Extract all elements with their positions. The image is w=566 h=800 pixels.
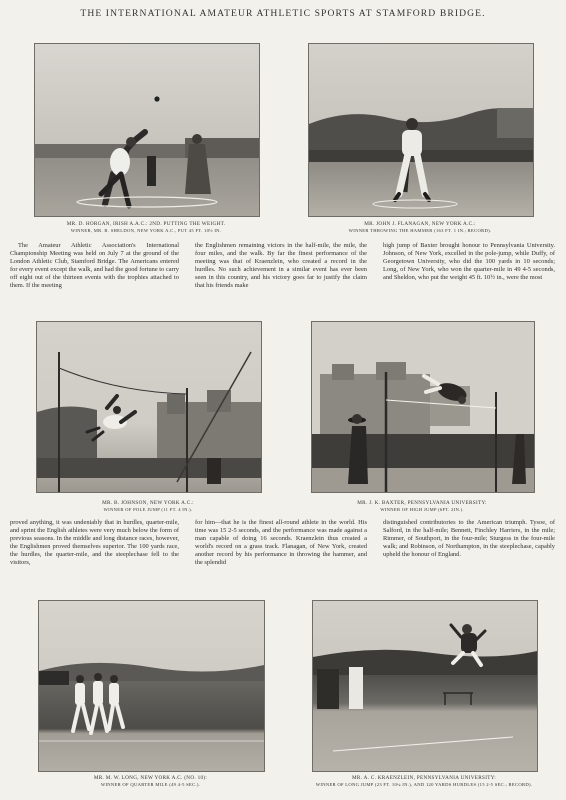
caption-line: WINNER OF HIGH JUMP (6FT. 2IN.). <box>380 506 464 512</box>
photo-quarter-mile <box>38 600 265 772</box>
article-paragraph: The Amateur Athletic Association's International Championship Meeting was held on July 7 at the ground of the London Athletic Club, Stamford Bridge. The Americans entered for every event except the walk, and had the good fortune to carry off eight out of the thirteen events with the trophies attached to them. If the meeting <box>10 242 179 290</box>
caption-line: MR. B. JOHNSON, NEW YORK A.C.: <box>102 500 194 506</box>
caption-line: MR. JOHN J. FLANAGAN, NEW YORK A.C.: <box>364 221 476 227</box>
photo-putting-the-weight <box>34 43 260 217</box>
photo-hurdles <box>312 600 538 772</box>
caption-line: WINNER OF POLE JUMP (11 FT. 4 IN.). <box>103 506 193 512</box>
article-column <box>195 242 367 291</box>
photo-putting-the-weight-image <box>35 44 259 216</box>
photo-caption-pole-jump <box>36 500 260 513</box>
photo-pole-jump <box>36 321 262 493</box>
photo-caption-putting-the-weight <box>34 221 258 234</box>
article-paragraph: high jump of Baxter brought honour to Pennsylvania University. Johnson, of New York, excelled in the pole-jump, while Duffy, of Georgetown University, who did the 100 yards in 10 seconds; Long, of New York, who won the quarter-mile in 49 4-5 seconds, and Sheldon, who put the weight 45 ft. 10½ in., were the most <box>383 242 555 282</box>
caption-line: WINNER THROWING THE HAMMER (163 FT. 1 IN.; RECORD). <box>348 227 492 233</box>
article-column <box>383 519 555 559</box>
caption-line: WINNER OF LONG JUMP (23 FT. 10¼ IN.), AND 120 YARDS HURDLES (15 2-5 SEC.; RECORD). <box>315 781 533 787</box>
photo-high-jump-image <box>312 322 534 492</box>
article-column <box>10 242 179 291</box>
article-paragraph: distinguished contributories to the American triumph. Tysoe, of Salford, in the half-mile; Bennett, Finchley Harriers, in the mile; Rimmer, of Southport, in the four-mile; Sturgess in the four-mile walk; and Robinson, of Northampton, in the steeplechase, capably upheld the honour of England. <box>383 519 555 559</box>
photo-hurdles-image <box>313 601 537 771</box>
page-title: THE INTERNATIONAL AMATEUR ATHLETIC SPORTS AT STAMFORD BRIDGE. <box>80 8 486 19</box>
caption-line: MR. J. K. BAXTER, PENNSYLVANIA UNIVERSITY: <box>357 500 487 506</box>
photo-pole-jump-image <box>37 322 261 492</box>
caption-line: MR. M. W. LONG, NEW YORK A.C. (NO. 10): <box>93 775 208 781</box>
article-paragraph: for him—that he is the finest all-round athlete in the world. His time was 15 2-5 seconds, and the performance was made against a man capable of doing 16 seconds. Kraenzlein thus created a world's record on a grass track. Flanagan, of New York, created another record by his performance in throwing the hammer, and the splendid <box>195 519 367 567</box>
caption-line: WINNER OF QUARTER MILE (49 4-5 SEC.). <box>100 781 201 787</box>
article-column <box>195 519 367 568</box>
article-column <box>10 519 179 568</box>
photo-quarter-mile-image <box>39 601 264 771</box>
photo-caption-throwing-the-hammer <box>308 221 532 234</box>
article-paragraph: the Englishmen remaining victors in the half-mile, the mile, the four miles, and the walk. By far the finest performance of the meeting was that of Kraenzlein, who created a record in the hurdles. No such achievement in a similar event has ever been seen in this country, and his victory goes far to justify the claim that his friends make <box>195 242 367 290</box>
photo-high-jump <box>311 321 535 493</box>
article-column <box>383 242 555 282</box>
caption-line: WINNER, MR. R. SHELDON, NEW YORK A.C., PUT 45 FT. 10½ IN. <box>70 227 222 233</box>
caption-line: MR. D. HORGAN, IRISH A.A.C.: 2ND. PUTTING THE WEIGHT. <box>66 221 226 227</box>
photo-caption-high-jump <box>311 500 533 513</box>
photo-throwing-the-hammer <box>308 43 534 217</box>
photo-caption-quarter-mile <box>38 775 263 788</box>
article-paragraph: proved anything, it was undeniably that in hurdles, quarter-mile, and sprint the English athletes were very much below the form of previous seasons. In the middle and long distance races, however, the Englishmen proved themselves superior. The 100 yards race, the hurdles, the quarter-mile, and the steeplechase fell to the visitors, <box>10 519 179 567</box>
photo-caption-hurdles <box>290 775 558 788</box>
caption-line: MR. A. C. KRAENZLEIN, PENNSYLVANIA UNIVERSITY: <box>351 775 497 781</box>
photo-throwing-the-hammer-image <box>309 44 533 216</box>
